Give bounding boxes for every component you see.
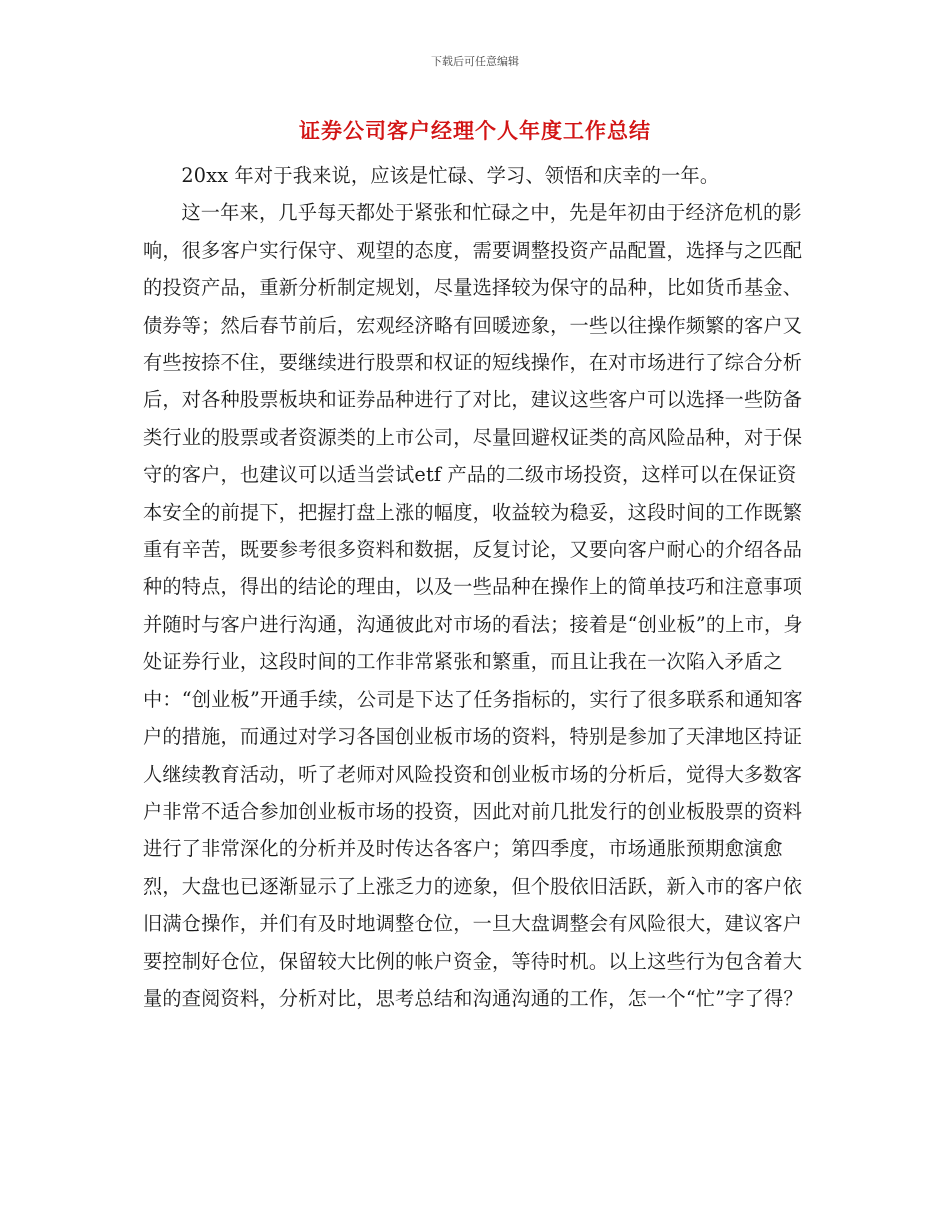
document-body (143, 157, 803, 1017)
document-title: 证券公司客户经理个人年度工作总结 (299, 119, 651, 143)
paragraph-main: 这一年来，几乎每天都处于紧张和忙碌之中，先是年初由于经济危机的影响，很多客户实行保守、观望的态度，需要调整投资产品配置，选择与之匹配的投资产品，重新分析制定规划，尽量选择较为保守的品种，比如货币基金、债券等；然后春节前后，宏观经济略有回暖迹象，一些以往操作频繁的客户又有些按捺不住，要继续进行股票和权证的短线操作，在对市场进行了综合分析后，对各种股票板块和证券品种进行了对比，建议这些客户可以选择一些防备类行业的股票或者资源类的上市公司，尽量回避权证类的高风险品种，对于保守的客户，也建议可以适当尝试etf 产品的二级市场投资，这样可以在保证资本安全的前提下，把握打盘上涨的幅度，收益较为稳妥，这段时间的工作既繁重有辛苦，既要参考很多资料和数据，反复讨论，又要向客户耐心的介绍各品种的特点，得出的结论的理由，以及一些品种在操作上的简单技巧和注意事项并随时与客户进行沟通，沟通彼此对市场的看法；接着是“创业板”的上市，身处证券行业，这段时间的工作非常紧张和繁重，而且让我在一次陷入矛盾之中：“创业板”开通手续，公司是下达了任务指标的，实行了很多联系和通知客户的措施，而通过对学习各国创业板市场的资料，特别是参加了天津地区持证人继续教育活动，听了老师对风险投资和创业板市场的分析后，觉得大多数客户非常不适合参加创业板市场的投资，因此对前几批发行的创业板股票的资料进行了非常深化的分析并及时传达各客户；第四季度，市场通胀预期愈演愈烈，大盘也已逐渐显示了上涨乏力的迹象，但个股依旧活跃，新入市的客户依旧满仓操作，并们有及时地调整仓位，一旦大盘调整会有风险很大，建议客户要控制好仓位，保留较大比例的帐户资金，等待时机。以上这些行为包含着大量的查阅资料，分析对比，思考总结和沟通沟通的工作，怎一个“忙”字了得？ (143, 201, 803, 1010)
paragraph-intro: 20xx 年对于我来说，应该是忙碌、学习、领悟和庆幸的一年。 (181, 164, 720, 187)
page-header-note: 下载后可任意编辑 (431, 55, 519, 68)
